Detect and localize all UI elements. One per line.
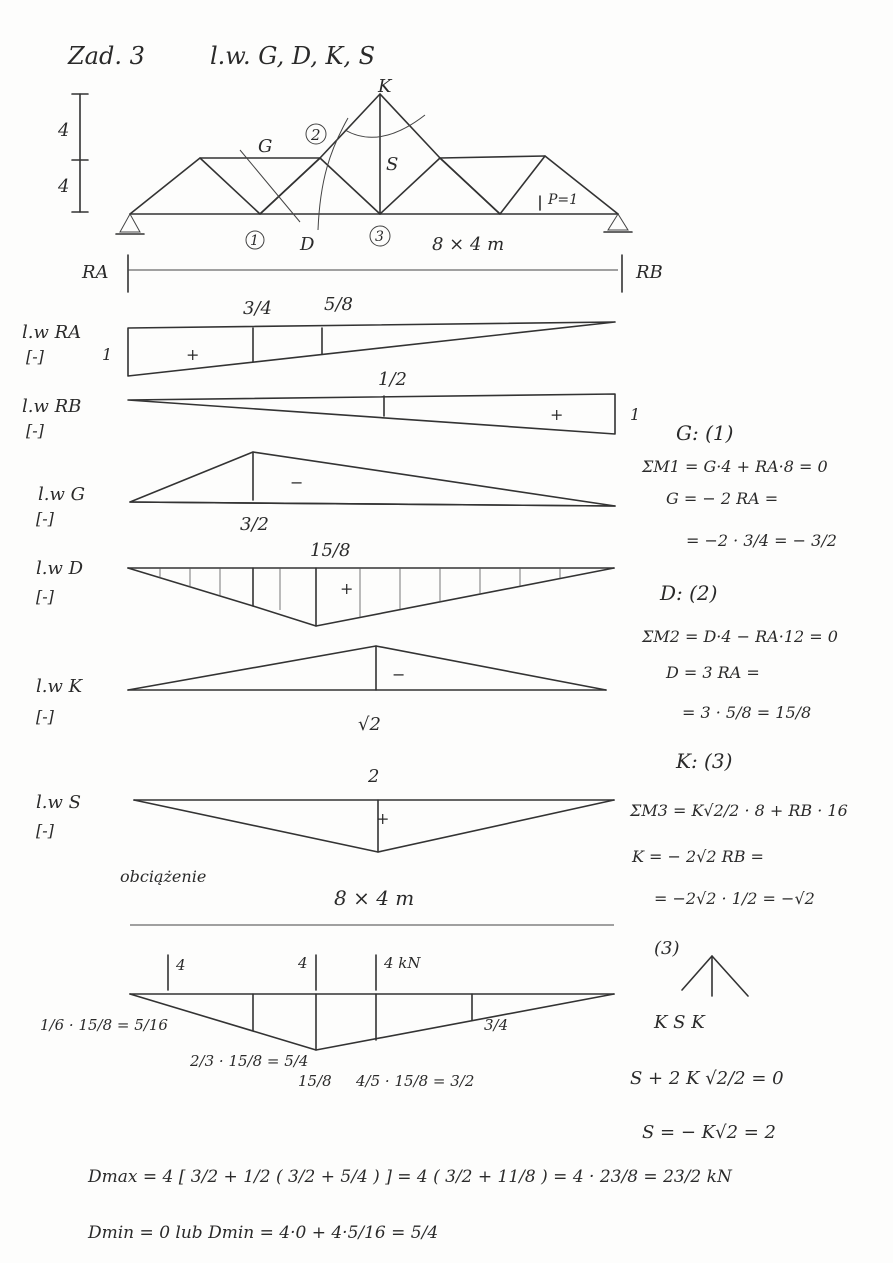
unit-load: P=1: [548, 192, 579, 208]
calc-line: D: (2): [660, 581, 718, 605]
loading-title: obciążenie: [120, 867, 207, 886]
il-unit: [-]: [26, 421, 44, 440]
il-label: l.w D: [36, 558, 84, 579]
il-sign: +: [340, 579, 354, 598]
calc-line: G: (1): [676, 421, 734, 445]
calc-line: S = − K√2 = 2: [642, 1122, 777, 1143]
label-D: D: [300, 234, 315, 255]
il-sign: −: [392, 665, 406, 684]
calc-line: ΣM1 = G·4 + RA·8 = 0: [642, 457, 828, 476]
task-subtitle: l.w. G, D, K, S: [210, 42, 376, 70]
calc-line: G = − 2 RA =: [666, 489, 779, 508]
calc-line: = 3 · 5/8 = 15/8: [682, 703, 812, 722]
reaction-A: RA: [82, 262, 109, 283]
truss-diagram: [57, 76, 663, 292]
il-label: l.w K: [36, 676, 83, 697]
il-label: l.w RA: [22, 322, 82, 343]
label-K: K: [378, 76, 392, 97]
calc-line: (3): [654, 938, 680, 959]
node-1: 1: [250, 233, 259, 249]
node-3: 3: [375, 229, 384, 245]
note-c: 4/5 · 15/8 = 3/2: [356, 1072, 475, 1090]
calc-line: = −2√2 · 1/2 = −√2: [654, 889, 815, 908]
label-S: S: [386, 154, 399, 175]
calc-line: ΣM2 = D·4 − RA·12 = 0: [642, 627, 838, 646]
dim-top: 4: [58, 120, 70, 141]
force-1: 4: [176, 956, 186, 974]
il-annot: 1/2: [378, 369, 407, 390]
il-label: l.w S: [36, 792, 81, 813]
truss-span: 8 × 4 m: [432, 234, 505, 255]
il-sign: +: [186, 345, 200, 364]
il-annot: 3/2: [240, 514, 269, 535]
il-S: [36, 766, 614, 852]
reaction-B: RB: [636, 262, 663, 283]
note-a: 2/3 · 15/8 = 5/4: [190, 1052, 309, 1070]
il-annot: √2: [358, 714, 381, 735]
il-side-value: 1: [630, 405, 641, 424]
force-2: 4: [298, 954, 308, 972]
il-annot: 15/8: [310, 540, 351, 561]
il-annot: 5/8: [324, 294, 353, 315]
il-label: l.w G: [38, 484, 85, 505]
calc-line: K: (3): [676, 749, 733, 773]
il-RB: [22, 369, 640, 440]
il-sign: −: [290, 473, 304, 492]
calc-line: D = 3 RA =: [666, 663, 760, 682]
calc-line: K S K: [654, 1012, 705, 1033]
il-RA: [22, 294, 615, 376]
note-right: 3/4: [484, 1016, 509, 1034]
node-2: 2: [311, 126, 321, 144]
loading-diagram: [40, 867, 614, 1090]
dmin-line: Dmin = 0 lub Dmin = 4·0 + 4·5/16 = 5/4: [88, 1223, 439, 1243]
il-unit: [-]: [26, 347, 44, 366]
calc-line: S + 2 K √2/2 = 0: [630, 1068, 784, 1089]
dmax-line: Dmax = 4 [ 3/2 + 1/2 ( 3/2 + 5/4 ) ] = 4 ( 3/2 + 11/8 ) = 4 · 23/8 = 23/2 kN: [88, 1167, 732, 1187]
calc-line: K = − 2√2 RB =: [632, 847, 764, 866]
il-unit: [-]: [36, 587, 54, 606]
note-left: 1/6 · 15/8 = 5/16: [40, 1016, 168, 1034]
il-sign: +: [550, 405, 564, 424]
il-side-value: 1: [102, 345, 113, 364]
il-D: [36, 540, 614, 626]
il-label: l.w RB: [22, 396, 82, 417]
loading-span: 8 × 4 m: [334, 886, 415, 910]
task-title: Zad. 3: [68, 42, 145, 70]
il-annot: 2: [368, 766, 380, 787]
calc-line: = −2 · 3/4 = − 3/2: [686, 531, 837, 550]
il-annot: 3/4: [243, 298, 272, 319]
il-G: [36, 452, 615, 535]
il-unit: [-]: [36, 509, 54, 528]
label-G: G: [258, 136, 273, 157]
note-b: 15/8: [298, 1072, 332, 1090]
calculations: [629, 421, 848, 1143]
il-unit: [-]: [36, 707, 54, 726]
dim-bottom: 4: [58, 176, 70, 197]
il-K: [36, 646, 606, 735]
force-3: 4 kN: [384, 954, 421, 972]
il-sign: +: [376, 809, 390, 828]
calc-line: ΣM3 = K√2/2 · 8 + RB · 16: [630, 801, 848, 820]
il-unit: [-]: [36, 821, 54, 840]
